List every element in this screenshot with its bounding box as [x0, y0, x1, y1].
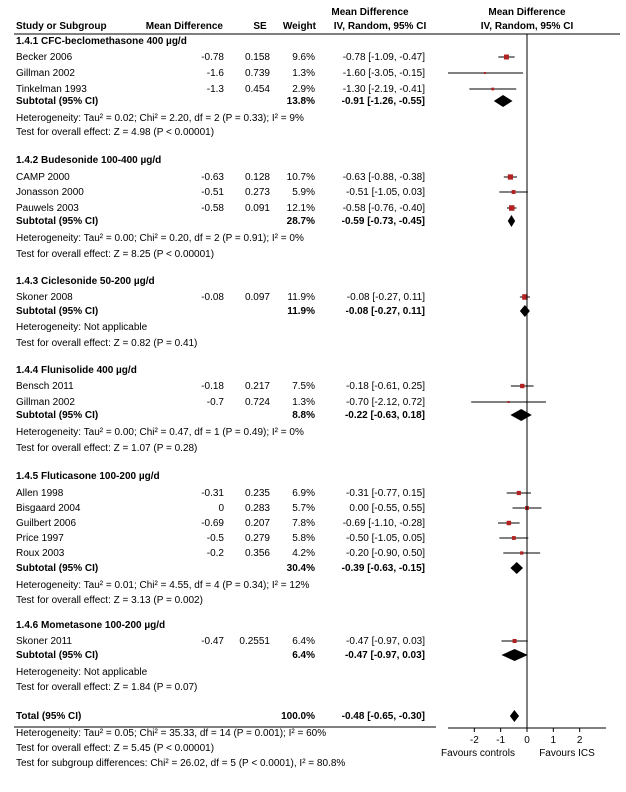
study-weight: 2.9%: [292, 84, 315, 95]
header-ci-line1: Mean Difference: [331, 7, 409, 18]
study-name: Bisgaard 2004: [16, 503, 81, 514]
subtotal-diamond: [494, 95, 513, 107]
study-mean-difference: -0.31: [201, 488, 224, 499]
study-effect-marker: [512, 536, 516, 540]
subtotal-ci: -0.08 [-0.27, 0.11]: [345, 306, 425, 317]
study-mean-difference: -1.6: [206, 68, 224, 79]
study-mean-difference: -0.69: [201, 518, 224, 529]
study-effect-marker: [508, 174, 513, 179]
subtotal-weight: 11.9%: [287, 306, 315, 317]
study-effect-marker: [517, 491, 521, 495]
study-mean-difference: -0.08: [201, 292, 224, 303]
study-se: 0.454: [244, 84, 270, 95]
subtotal-diamond: [520, 305, 530, 317]
subtotal-label: Subtotal (95% CI): [16, 306, 99, 317]
header-plot-line1: Mean Difference: [488, 7, 566, 18]
subtotal-weight: 8.8%: [292, 410, 315, 421]
study-weight: 7.5%: [292, 381, 315, 392]
subgroup-heterogeneity: Heterogeneity: Tau² = 0.02; Chi² = 2.20, df = 2 (P = 0.33); I² = 9%: [16, 113, 304, 124]
subtotal-weight: 30.4%: [286, 563, 315, 574]
subtotal-ci: -0.59 [-0.73, -0.45]: [341, 216, 425, 227]
study-effect-marker: [512, 190, 516, 194]
subgroup-title: 1.4.1 CFC-beclomethasone 400 µg/d: [16, 36, 187, 47]
study-weight: 5.7%: [292, 503, 315, 514]
subgroup-overall-effect: Test for overall effect: Z = 1.07 (P = 0.28): [16, 443, 198, 454]
x-tick-label: 0: [524, 735, 530, 746]
study-name: Becker 2006: [16, 52, 73, 63]
study-se: 0.356: [244, 548, 270, 559]
subtotal-diamond: [501, 649, 527, 661]
subgroup-overall-effect: Test for overall effect: Z = 8.25 (P < 0.00001): [16, 249, 215, 260]
study-ci: -0.69 [-1.10, -0.28]: [342, 518, 425, 529]
subgroup-heterogeneity: Heterogeneity: Tau² = 0.00; Chi² = 0.20, df = 2 (P = 0.91); I² = 0%: [16, 233, 304, 244]
subgroup-title: 1.4.6 Mometasone 100-200 µg/d: [16, 620, 166, 631]
study-name: Skoner 2008: [16, 292, 73, 303]
subtotal-ci: -0.47 [-0.97, 0.03]: [344, 650, 425, 661]
subtotal-ci: -0.39 [-0.63, -0.15]: [341, 563, 425, 574]
subgroup-title: 1.4.4 Flunisolide 400 µg/d: [16, 365, 137, 376]
study-se: 0.273: [244, 187, 270, 198]
study-se: 0.235: [244, 488, 270, 499]
study-ci: -0.08 [-0.27, 0.11]: [346, 292, 425, 303]
study-mean-difference: -0.47: [201, 636, 224, 647]
study-ci: -0.63 [-0.88, -0.38]: [342, 172, 425, 183]
subgroup-heterogeneity: Heterogeneity: Not applicable: [16, 667, 148, 678]
study-weight: 6.4%: [292, 636, 315, 647]
subtotal-diamond: [508, 215, 515, 227]
study-mean-difference: -0.58: [201, 203, 224, 214]
study-weight: 4.2%: [292, 548, 315, 559]
study-effect-marker: [509, 205, 515, 211]
study-mean-difference: -0.5: [206, 533, 224, 544]
study-mean-difference: -0.2: [206, 548, 224, 559]
study-name: Roux 2003: [16, 548, 65, 559]
study-effect-marker: [520, 551, 523, 554]
study-se: 0.724: [244, 397, 270, 408]
subtotal-ci: -0.91 [-1.26, -0.55]: [341, 96, 425, 107]
study-ci: -0.18 [-0.61, 0.25]: [346, 381, 425, 392]
subtotal-weight: 6.4%: [292, 650, 315, 661]
study-mean-difference: -0.51: [201, 187, 224, 198]
study-name: CAMP 2000: [16, 172, 70, 183]
study-weight: 6.9%: [292, 488, 315, 499]
footer-line: Test for overall effect: Z = 5.45 (P < 0.00001): [16, 743, 215, 754]
header-plot-line2: IV, Random, 95% CI: [480, 21, 574, 32]
header-se: SE: [253, 21, 267, 32]
header-mean-difference: Mean Difference: [145, 21, 223, 32]
study-weight: 5.9%: [292, 187, 315, 198]
study-ci: -0.47 [-0.97, 0.03]: [346, 636, 425, 647]
study-name: Tinkelman 1993: [16, 84, 87, 95]
study-ci: -1.30 [-2.19, -0.41]: [342, 84, 425, 95]
study-mean-difference: -0.18: [201, 381, 224, 392]
study-se: 0.091: [244, 203, 270, 214]
study-effect-marker: [504, 55, 509, 60]
study-effect-marker: [484, 72, 486, 74]
subtotal-label: Subtotal (95% CI): [16, 216, 99, 227]
footer-line: Test for subgroup differences: Chi² = 26.02, df = 5 (P < 0.0001), I² = 80.8%: [16, 758, 346, 769]
total-label: Total (95% CI): [16, 711, 82, 722]
study-effect-marker: [520, 384, 524, 388]
subgroup-overall-effect: Test for overall effect: Z = 0.82 (P = 0.41): [16, 338, 198, 349]
subgroup-title: 1.4.5 Fluticasone 100-200 µg/d: [16, 471, 160, 482]
subtotal-ci: -0.22 [-0.63, 0.18]: [344, 410, 425, 421]
subgroup-heterogeneity: Heterogeneity: Tau² = 0.01; Chi² = 4.55, df = 4 (P = 0.34); I² = 12%: [16, 580, 310, 591]
x-tick-label: 2: [576, 735, 583, 746]
study-name: Skoner 2011: [16, 636, 72, 647]
study-ci: -1.60 [-3.05, -0.15]: [342, 68, 425, 79]
subtotal-diamond: [510, 562, 523, 574]
study-effect-marker: [513, 639, 517, 643]
study-effect-marker: [507, 521, 511, 525]
subtotal-weight: 28.7%: [286, 216, 315, 227]
study-se: 0.158: [244, 52, 270, 63]
subgroup-overall-effect: Test for overall effect: Z = 3.13 (P = 0.002): [16, 595, 203, 606]
study-mean-difference: -0.78: [201, 52, 224, 63]
study-weight: 1.3%: [292, 68, 315, 79]
study-se: 0.128: [244, 172, 270, 183]
study-effect-marker: [508, 401, 510, 403]
study-se: 0.2551: [239, 636, 270, 647]
header-weight: Weight: [282, 21, 316, 32]
subtotal-weight: 13.8%: [286, 96, 315, 107]
study-name: Pauwels 2003: [16, 203, 79, 214]
study-ci: -0.78 [-1.09, -0.47]: [342, 52, 425, 63]
study-mean-difference: 0: [218, 503, 224, 514]
study-se: 0.739: [244, 68, 270, 79]
study-se: 0.279: [244, 533, 270, 544]
favours-controls-label: Favours controls: [441, 748, 515, 759]
subgroup-heterogeneity: Heterogeneity: Not applicable: [16, 322, 148, 333]
subgroup-title: 1.4.2 Budesonide 100-400 µg/d: [16, 155, 162, 166]
total-diamond: [510, 710, 519, 722]
subtotal-diamond: [510, 409, 531, 421]
study-weight: 10.7%: [286, 172, 315, 183]
study-weight: 9.6%: [292, 52, 315, 63]
subgroup-overall-effect: Test for overall effect: Z = 1.84 (P = 0.07): [16, 682, 198, 693]
study-weight: 12.1%: [286, 203, 315, 214]
footer-line: Heterogeneity: Tau² = 0.05; Chi² = 35.33, df = 14 (P = 0.001); I² = 60%: [16, 728, 327, 739]
study-ci: 0.00 [-0.55, 0.55]: [349, 503, 425, 514]
study-name: Jonasson 2000: [16, 187, 84, 198]
study-weight: 7.8%: [292, 518, 315, 529]
subgroup-title: 1.4.3 Ciclesonide 50-200 µg/d: [16, 276, 155, 287]
header-ci-line2: IV, Random, 95% CI: [333, 21, 427, 32]
study-ci: -0.20 [-0.90, 0.50]: [346, 548, 425, 559]
study-se: 0.207: [244, 518, 270, 529]
study-mean-difference: -1.3: [206, 84, 224, 95]
study-ci: -0.50 [-1.05, 0.05]: [346, 533, 425, 544]
subgroup-heterogeneity: Heterogeneity: Tau² = 0.00; Chi² = 0.47, df = 1 (P = 0.49); I² = 0%: [16, 427, 304, 438]
study-name: Bensch 2011: [16, 381, 74, 392]
study-ci: -0.51 [-1.05, 0.03]: [346, 187, 425, 198]
x-tick-label: 1: [550, 735, 557, 746]
subtotal-label: Subtotal (95% CI): [16, 96, 99, 107]
study-ci: -0.70 [-2.12, 0.72]: [346, 397, 425, 408]
study-ci: -0.58 [-0.76, -0.40]: [342, 203, 425, 214]
favours-ics-label: Favours ICS: [539, 748, 595, 759]
x-tick-label: -2: [469, 735, 479, 746]
study-name: Price 1997: [16, 533, 64, 544]
study-name: Allen 1998: [16, 488, 64, 499]
subtotal-label: Subtotal (95% CI): [16, 650, 99, 661]
study-name: Gillman 2002: [16, 397, 75, 408]
study-mean-difference: -0.63: [201, 172, 224, 183]
x-tick-label: -1: [496, 735, 506, 746]
study-mean-difference: -0.7: [206, 397, 224, 408]
study-name: Gillman 2002: [16, 68, 75, 79]
study-se: 0.283: [244, 503, 270, 514]
study-weight: 11.9%: [287, 292, 315, 303]
header-study: Study or Subgroup: [16, 21, 107, 32]
study-se: 0.217: [244, 381, 270, 392]
study-ci: -0.31 [-0.77, 0.15]: [346, 488, 425, 499]
study-effect-marker: [491, 88, 494, 91]
study-name: Guilbert 2006: [16, 518, 77, 529]
total-weight: 100.0%: [281, 711, 315, 722]
total-ci: -0.48 [-0.65, -0.30]: [341, 711, 425, 722]
study-weight: 5.8%: [292, 533, 315, 544]
subtotal-label: Subtotal (95% CI): [16, 563, 99, 574]
study-weight: 1.3%: [292, 397, 315, 408]
study-se: 0.097: [244, 292, 270, 303]
subtotal-label: Subtotal (95% CI): [16, 410, 99, 421]
subgroup-overall-effect: Test for overall effect: Z = 4.98 (P < 0.00001): [16, 127, 215, 138]
